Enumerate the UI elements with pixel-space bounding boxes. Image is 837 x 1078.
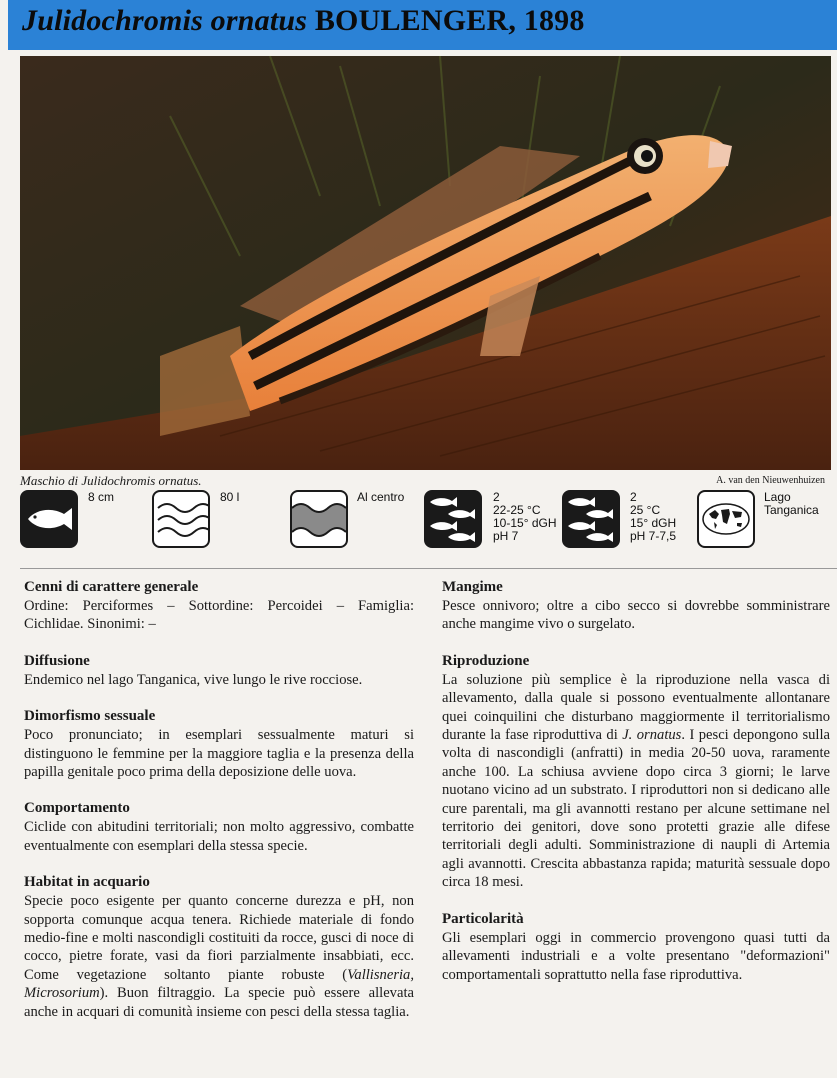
group1-params: 2 22-25 °C 10-15° dGH pH 7 xyxy=(493,490,557,543)
species-name: Julidochromis ornatus xyxy=(22,4,308,37)
title-banner xyxy=(8,0,837,50)
section-reproduction xyxy=(442,652,830,892)
section-text: Ordine: Perciformes – Sottordine: Percoidei – Famiglia: Cichlidae. Sinonimi: – xyxy=(24,598,414,633)
section-title: Riproduzione xyxy=(442,652,530,669)
section-title: Particolarità xyxy=(442,910,524,927)
zone-label: Al centro xyxy=(357,490,405,504)
volume-label: 80 l xyxy=(220,490,240,504)
section-title: Habitat in acquario xyxy=(24,874,150,891)
section-text: Endemico nel lago Tanganica, vive lungo le rive rocciose. xyxy=(24,671,363,688)
section-title: Dimorfismo sessuale xyxy=(24,708,156,725)
breeding-fish-icon xyxy=(562,490,620,548)
tank-volume-icon xyxy=(152,490,210,548)
fish-size-icon xyxy=(20,490,78,548)
page-title xyxy=(22,4,585,38)
section-title: Diffusione xyxy=(24,652,90,669)
section-title: Mangime xyxy=(442,579,503,595)
photo-credit: A. van den Nieuwenhuizen xyxy=(716,475,825,486)
right-column xyxy=(442,578,830,1002)
section-text: Poco pronunciato; in esemplari sessualmente maturi si distinguono le femmine per la maggiore taglia e la presenza della papilla genitale poco prima della deposizione delle uova. xyxy=(24,727,414,781)
section-habitat xyxy=(24,873,414,1021)
section-distribution xyxy=(24,652,414,689)
section-food xyxy=(442,578,830,634)
section-title: Comportamento xyxy=(24,800,130,817)
section-text: Ciclide con abitudini territoriali; non molto aggressivo, combatte eventualmente con esemplari della stessa specie. xyxy=(24,819,414,854)
photo-caption: Maschio di Julidochromis ornatus. xyxy=(20,473,202,488)
section-dimorphism xyxy=(24,707,414,781)
group2-params: 2 25 °C 15° dGH pH 7-7,5 xyxy=(630,490,677,543)
left-column xyxy=(24,578,414,1039)
section-behavior xyxy=(24,799,414,855)
section-divider xyxy=(20,568,837,569)
size-label: 8 cm xyxy=(88,490,115,504)
fish-photo xyxy=(20,56,831,470)
section-text: Gli esemplari oggi in commercio provengono quasi tutti da allevamenti industriali e a volte presentano "deformazioni" comportamentali soprattutto nella fase riproduttiva. xyxy=(442,929,830,983)
origin-label: Lago Tanganica xyxy=(764,490,819,517)
section-text: Pesce onnivoro; oltre a cibo secco si dovrebbe somministrare anche mangime vivo o surgelato. xyxy=(442,598,830,633)
section-general xyxy=(24,578,414,634)
section-text: Specie poco esigente per quanto concerne durezza e pH, non sopporta comunque acqua tenera. Richiede materiale di fondo medio-fine e molti nascondigli costituiti da rocce, gusci di noce di cocco, pietre forate, vasi da fiori parzialmente insabbiati, ecc. Come vegetazione soltanto piante robuste (Vallisneria, Microsorium). Buon filtraggio. La specie può essere allevata anche in acquari di comunità insieme con pesci della stessa taglia. xyxy=(24,893,414,1020)
section-particulars xyxy=(442,910,830,984)
group-fish-icon xyxy=(424,490,482,548)
section-text: La soluzione più semplice è la riproduzione nella vasca di allevamento, dalla quale si possono eventualmente allontanare quei coinquilini che disturbano maggiormente il territorialismo durante la fase riproduttiva di J. ornatus. I pesci depongono sulla volta di nascondigli (anfratti) in media 20-50 uova, raramente anche 100. La schiusa avviene dopo circa 3 giorni; le larve nuotano vicino ad un substrato. I riproduttori non si dedicano alle cure parentali, ma gli avannotti restano per alcune settimane nel territorio dei genitori, dove sono protetti grazie alle difese territoriali degli adulti. Somministrazione di naupli di Artemia agli avannotti. Crescita abbastanza rapida; maturità sessuale dopo circa 18 mesi. xyxy=(442,671,831,891)
swim-zone-icon xyxy=(290,490,348,548)
species-author: BOULENGER, 1898 xyxy=(314,4,585,37)
section-title: Cenni di carattere generale xyxy=(24,579,199,595)
world-map-icon xyxy=(697,490,755,548)
